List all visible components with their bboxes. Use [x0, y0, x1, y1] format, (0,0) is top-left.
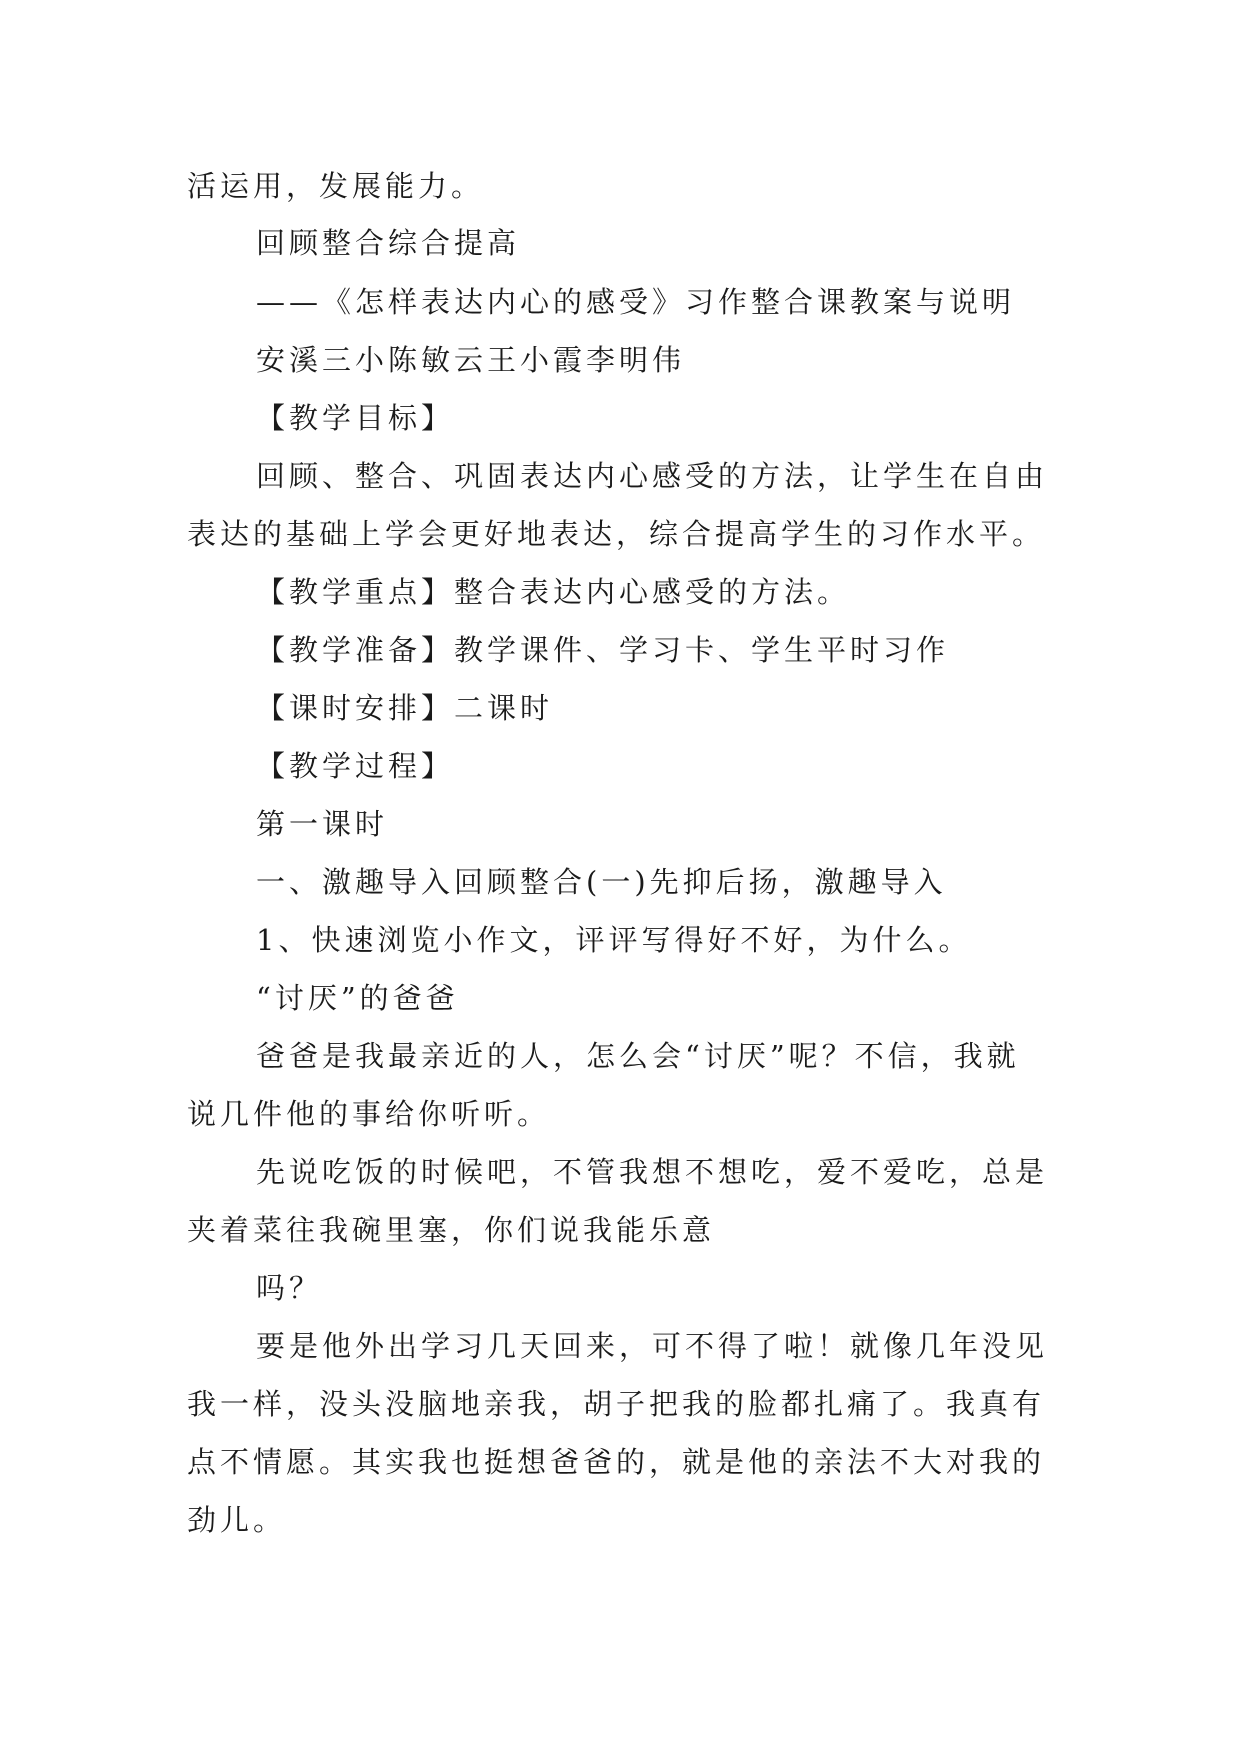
text-line: 一、激趣导入回顾整合(一)先抑后扬，激趣导入 [256, 865, 947, 899]
text-line: 1、快速浏览小作文，评评写得好不好，为什么。 [256, 923, 972, 957]
section-key-points: 【教学重点】整合表达内心感受的方法。 [256, 575, 851, 609]
lesson-title: 回顾整合综合提高 [256, 226, 521, 260]
text-line: 吗？ [256, 1271, 323, 1305]
text-line: 劲儿。 [187, 1503, 287, 1537]
text-line: 先说吃饭的时候吧，不管我想不想吃，爱不爱吃，总是 [256, 1155, 1049, 1189]
text-line: 说几件他的事给你听听。 [187, 1097, 551, 1131]
text-line: 要是他外出学习几天回来，可不得了啦！就像几年没见 [256, 1329, 1049, 1363]
essay-title: “讨厌”的爸爸 [256, 981, 459, 1015]
text-line: 夹着菜往我碗里塞，你们说我能乐意 [187, 1213, 716, 1247]
section-preparation: 【教学准备】教学课件、学习卡、学生平时习作 [256, 633, 950, 667]
lesson-part-heading: 第一课时 [256, 807, 389, 841]
text-line: 我一样，没头没脑地亲我，胡子把我的脸都扎痛了。我真有 [187, 1387, 1046, 1421]
text-line: 回顾、整合、巩固表达内心感受的方法，让学生在自由 [256, 459, 1049, 493]
lesson-subtitle: ——《怎样表达内心的感受》习作整合课教案与说明 [256, 285, 1016, 319]
section-heading-goals: 【教学目标】 [256, 401, 455, 435]
text-line: 活运用，发展能力。 [187, 169, 485, 203]
text-line: 爸爸是我最亲近的人，怎么会“讨厌”呢？不信，我就 [256, 1039, 1020, 1073]
text-line: 表达的基础上学会更好地表达，综合提高学生的习作水平。 [187, 517, 1046, 551]
authors: 安溪三小陈敏云王小霞李明伟 [256, 343, 686, 377]
section-heading-process: 【教学过程】 [256, 749, 455, 783]
section-schedule: 【课时安排】二课时 [256, 691, 554, 725]
text-line: 点不情愿。其实我也挺想爸爸的，就是他的亲法不大对我的 [187, 1445, 1046, 1479]
